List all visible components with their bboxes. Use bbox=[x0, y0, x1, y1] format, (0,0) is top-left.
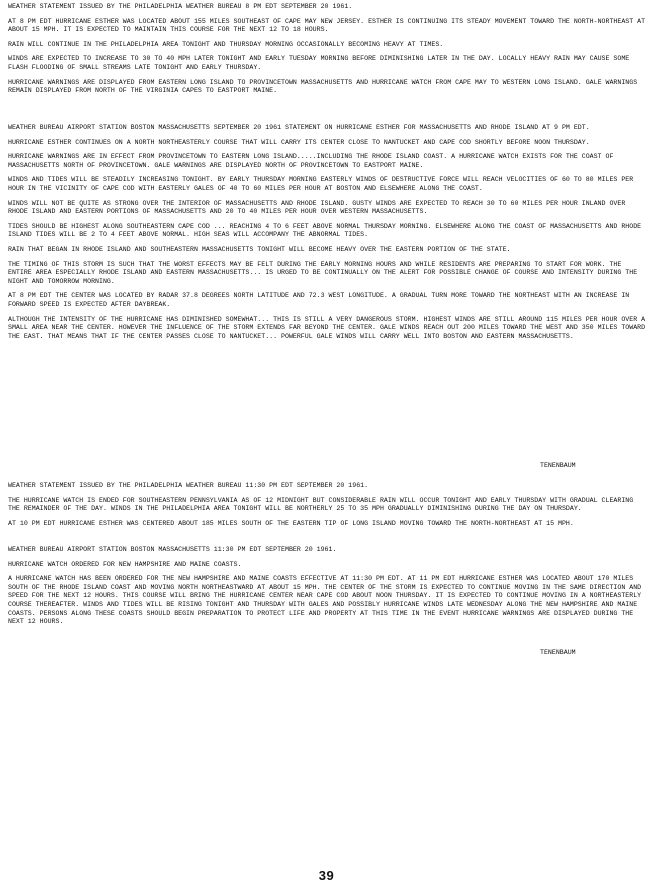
paragraph: WINDS ARE EXPECTED TO INCREASE TO 30 TO 40 MPH LATER TONIGHT AND EARLY TUESDAY MORNING BEFORE DIMINISHING LATER IN THE DAY. LOCALLY HEAVY RAIN MAY CAUSE SOME FLASH FLOODING OF SMALL STREAMS LATE TONIGHT AND EARLY THURSDAY. bbox=[8, 55, 630, 71]
paragraph: AT 10 PM EDT HURRICANE ESTHER WAS CENTERED ABOUT 185 MILES SOUTH OF THE EASTERN TIP OF LONG ISLAND MOVING TOWARD THE NORTH-NORTHEAST AT 15 MPH. bbox=[8, 519, 574, 527]
paragraph: THE TIMING OF THIS STORM IS SUCH THAT THE WORST EFFECTS MAY BE FELT DURING THE EARLY MORNING HOURS AND WHILE RESIDENTS ARE PREPARING TO START FOR WORK. THE ENTIRE AREA ESPECIALLY RHODE ISLAND AND EASTERN MASSACHUSETTS... IS URGED TO BE CONTINUALLY ON THE ALERT FOR POSSIBLE CHANGE OF COURSE AND INTENSITY DURING THE NIGHT AND TOMORROW MORNING. bbox=[8, 260, 638, 285]
paragraph: WINDS AND TIDES WILL BE STEADILY INCREASING TONIGHT. BY EARLY THURSDAY MORNING EASTERLY WINDS OF DESTRUCTIVE FORCE WILL REACH VELOCITIES OF 60 TO 80 MILES PER HOUR IN THE VICINITY OF CAPE COD WITH EASTERLY GALES OF 40 TO 60 MILES PER HOUR AT BOSTON AND ELSEWHERE ALONG THE COAST. bbox=[8, 176, 634, 192]
paragraph: HURRICANE WARNINGS ARE IN EFFECT FROM PROVINCETOWN TO EASTERN LONG ISLAND.....INCLUDING THE RHODE ISLAND COAST. A HURRICANE WATCH EXISTS FOR THE COAST OF MASSACHUSETTS NORTH OF PROVINCETOWN. GALE WARNINGS ARE DISPLAYED NORTH OF PROVINCETOWN TO EASTPORT MAINE. bbox=[8, 153, 614, 169]
statement-philadelphia-8pm bbox=[8, 3, 648, 102]
statement-header: WEATHER STATEMENT ISSUED BY THE PHILADELPHIA WEATHER BUREAU 11:30 PM EDT SEPTEMBER 20 1961. bbox=[8, 482, 369, 489]
statement-header: WEATHER STATEMENT ISSUED BY THE PHILADELPHIA WEATHER BUREAU 8 PM EDT SEPTEMBER 20 1961. bbox=[8, 3, 353, 10]
paragraph: HURRICANE WATCH ORDERED FOR NEW HAMPSHIRE AND MAINE COASTS. bbox=[8, 560, 242, 568]
paragraph: ALTHOUGH THE INTENSITY OF THE HURRICANE HAS DIMINISHED SOMEWHAT... THIS IS STILL A VERY DANGEROUS STORM. HIGHEST WINDS ARE STILL AROUND 115 MILES PER HOUR OVER A SMALL AREA NEAR THE CENTER. HOWEVER THE INFLUENCE OF THE STORM EXTENDS FAR BEYOND THE CENTER. GALE WINDS REACH OUT 200 MILES TOWARD THE WEST AND 350 MILES TOWARD THE EAST. THAT MEANS THAT IF THE CENTER PASSES CLOSE TO NANTUCKET... POWERFUL GALE WINDS WILL CARRY WELL INTO BOSTON AND EASTERN MASSACHUSETTS. bbox=[8, 315, 646, 340]
signature-tenenbaum: TENENBAUM bbox=[540, 462, 576, 469]
paragraph: AT 8 PM EDT THE CENTER WAS LOCATED BY RADAR 37.8 DEGREES NORTH LATITUDE AND 72.3 WEST LONGITUDE. A GRADUAL TURN MORE TOWARD THE NORTHEAST WITH AN INCREASE IN FORWARD SPEED IS EXPECTED AFTER DAYBREAK. bbox=[8, 292, 630, 308]
paragraph: RAIN WILL CONTINUE IN THE PHILADELPHIA AREA TONIGHT AND THURSDAY MORNING OCCASIONALLY BECOMING HEAVY AT TIMES. bbox=[8, 40, 444, 48]
statement-boston-9pm bbox=[8, 124, 648, 347]
page-number: 39 bbox=[318, 868, 335, 883]
paragraph: RAIN THAT BEGAN IN RHODE ISLAND AND SOUTHEASTERN MASSACHUSETTS TONIGHT WILL BECOME HEAVY OVER THE EASTERN PORTION OF THE STATE. bbox=[8, 245, 511, 253]
signature-tenenbaum: TENENBAUM bbox=[540, 649, 576, 656]
statement-philadelphia-1130pm bbox=[8, 482, 648, 534]
statement-boston-1130pm bbox=[8, 546, 648, 633]
paragraph: HURRICANE ESTHER CONTINUES ON A NORTH NORTHEASTERLY COURSE THAT WILL CARRY ITS CENTER CLOSE TO NANTUCKET AND CAPE COD SHORTLY BEFORE NOON THURSDAY. bbox=[8, 138, 590, 146]
paragraph: A HURRICANE WATCH HAS BEEN ORDERED FOR THE NEW HAMPSHIRE AND MAINE COASTS EFFECTIVE AT 11:30 PM EDT. AT 11 PM EDT HURRICANE ESTHER WAS LOCATED ABOUT 170 MILES SOUTH OF THE RHODE ISLAND COAST AND MOVING NORTH NORTHEASTWARD AT ABOUT 15 MPH. THE CENTER OF THE STORM IS EXPECTED TO CONTINUE MOVING IN THE SAME DIRECTION AND SPEED FOR THE NEXT 12 HOURS. THIS COURSE WILL BRING THE HURRICANE CENTER NEAR CAPE COD ABOUT NOON THURSDAY. IT IS EXPECTED TO CONTINUE MOVING IN A NORTHEASTERLY COURSE THEREAFTER. WINDS AND TIDES WILL BE RISING TONIGHT AND THURSDAY WITH GALES AND POSSIBLY HURRICANE WINDS LATE WEDNESDAY ALONG THE NEW HAMPSHIRE AND MAINE COASTS. PERSONS ALONG THESE COASTS SHOULD BEGIN PREPARATION TO PROTECT LIFE AND PROPERTY AT THIS TIME IN THE EVENT HURRICANE WARNINGS ARE DISPLAYED DURING THE NEXT 12 HOURS. bbox=[8, 575, 642, 626]
statement-header: WEATHER BUREAU AIRPORT STATION BOSTON MASSACHUSETTS 11:30 PM EDT SEPTEMBER 20 1961. bbox=[8, 546, 337, 553]
paragraph: WINDS WILL NOT BE QUITE AS STRONG OVER THE INTERIOR OF MASSACHUSETTS AND RHODE ISLAND. GUSTY WINDS ARE EXPECTED TO REACH 30 TO 60 MILES PER HOUR INLAND OVER RHODE ISLAND AND EASTERN PORTIONS OF MASSACHUSETTS AND 20 TO 40 MILES PER HOUR OVER WESTERN MASSACHUSETTS. bbox=[8, 199, 626, 216]
paragraph: HURRICANE WARNINGS ARE DISPLAYED FROM EASTERN LONG ISLAND TO PROVINCETOWN MASSACHUSETTS AND HURRICANE WATCH FROM CAPE MAY TO WESTERN LONG ISLAND. GALE WARNINGS REMAIN DISPLAYED FROM NORTH OF THE VIRGINIA CAPES TO EASTPORT MAINE. bbox=[8, 78, 638, 95]
statement-header: WEATHER BUREAU AIRPORT STATION BOSTON MASSACHUSETTS SEPTEMBER 20 1961 STATEMENT ON HURRICANE ESTHER FOR MASSACHUSETTS AND RHODE ISLAND AT 9 PM EDT. bbox=[8, 124, 590, 131]
paragraph: AT 8 PM EDT HURRICANE ESTHER WAS LOCATED ABOUT 155 MILES SOUTHEAST OF CAPE MAY NEW JERSEY. ESTHER IS CONTINUING ITS STEADY MOVEMENT TOWARD THE NORTH-NORTHEAST AT ABOUT 15 MPH. IT IS EXPECTED TO MAINTAIN THIS COURSE FOR THE NEXT 12 TO 18 HOURS. bbox=[8, 17, 646, 34]
paragraph: THE HURRICANE WATCH IS ENDED FOR SOUTHEASTERN PENNSYLVANIA AS OF 12 MIDNIGHT BUT CONSIDERABLE RAIN WILL OCCUR TONIGHT AND EARLY THURSDAY WITH GRADUAL CLEARING THE REMAINDER OF THE DAY. WINDS IN THE PHILADELPHIA AREA TONIGHT WILL BE NORTHERLY 25 TO 35 MPH GRADUALLY DIMINISHING DURING THE DAY ON THURSDAY. bbox=[8, 496, 634, 513]
paragraph: TIDES SHOULD BE HIGHEST ALONG SOUTHEASTERN CAPE COD ... REACHING 4 TO 6 FEET ABOVE NORMAL THURSDAY MORNING. ELSEWHERE ALONG THE COAST OF MASSACHUSETTS AND RHODE ISLAND TIDES WILL BE 2 TO 4 FEET ABOVE NORMAL. HIGH SEAS WILL ACCOMPANY THE ABNORMAL TIDES. bbox=[8, 222, 642, 239]
